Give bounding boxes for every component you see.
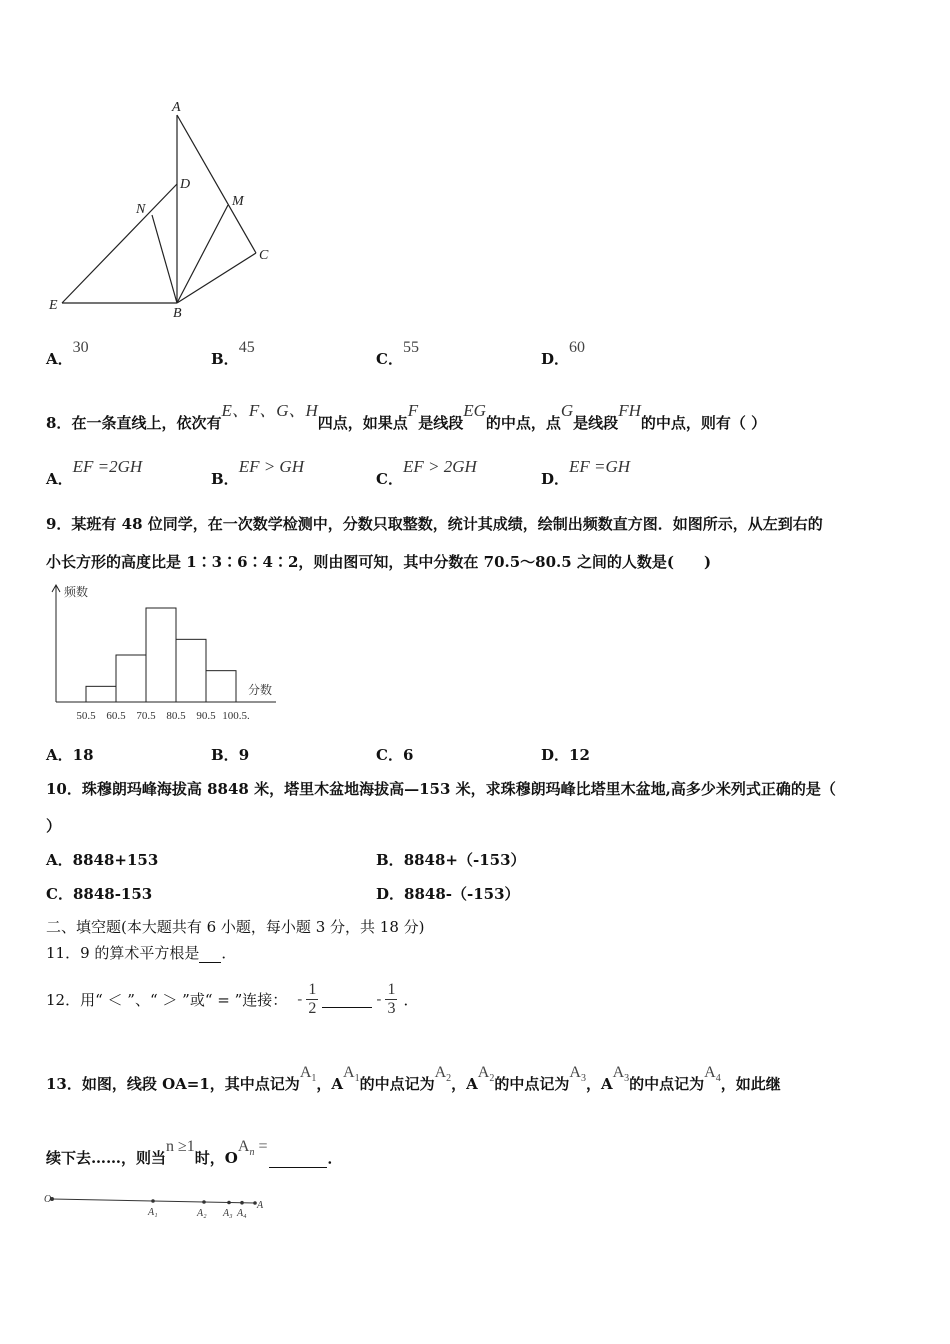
histogram-bar-60.5-70.5 — [116, 655, 146, 702]
q7-option-a: A．30 — [46, 339, 89, 368]
q9-option-c: C．6 — [376, 746, 414, 764]
seg-label-A3: A₃ — [223, 1208, 233, 1219]
seg-label-A: A — [257, 1200, 264, 1211]
q10-stem-line2: ） — [46, 817, 62, 835]
q10-option-d: D．8848-（-153） — [376, 885, 520, 903]
q7-option-b: B．45 — [211, 339, 255, 368]
q13-stem-line2: 续下去……，则当n ≥1时，$OA_n$ = ． — [46, 1138, 343, 1167]
histogram-bar-50.5-60.5 — [86, 686, 116, 702]
label-N: N — [136, 202, 146, 217]
q8-stem: 8．在一条直线上，依次有E、F、G、H四点，如果点F是线段EG的中点，点G是线段FH的中点，则有（ ） — [46, 401, 767, 432]
q9-option-d: D．12 — [541, 746, 590, 764]
q11-stem: 11．9 的算术平方根是 ． — [46, 944, 237, 962]
q10-option-a: A．8848+153 — [46, 851, 159, 869]
x-tick-label: 70.5 — [136, 710, 156, 722]
seg-label-A2: A₂ — [197, 1208, 207, 1219]
y-axis-label: 频数 — [64, 585, 89, 599]
q9-stem-line2: 小长方形的高度比是 1∶3∶6∶4∶2，则由图可知，其中分数在 70.5～80.5 之间的人数是( ) — [46, 553, 712, 571]
label-M: M — [232, 194, 244, 209]
q12-fraction-1: $\frac{1}{2}$ — [308, 980, 317, 1017]
label-D: D — [180, 177, 191, 192]
label-C: C — [259, 248, 269, 263]
q9-option-b: B．9 — [211, 746, 250, 764]
label-B: B — [173, 306, 182, 321]
x-tick-label: 90.5 — [196, 710, 216, 722]
q13-answer-blank[interactable] — [269, 1149, 327, 1168]
label-A: A — [172, 100, 181, 115]
q8-option-a: A．EF =2GH — [46, 457, 143, 488]
seg-label-A4: A₄ — [237, 1208, 247, 1219]
x-tick-label: 100.5. — [222, 710, 250, 722]
histogram-bar-90.5-100.5 — [206, 671, 236, 702]
q9-option-a: A．18 — [46, 746, 94, 764]
label-E: E — [49, 298, 58, 313]
section-2-heading: 二、填空题(本大题共有 6 小题，每小题 3 分，共 18 分) — [46, 918, 425, 936]
q12-answer-blank[interactable] — [322, 989, 372, 1008]
x-tick-label: 80.5 — [166, 710, 186, 722]
q12-stem: 12．用“ ＜ ”、“ ＞ ”或“ = ”连接： - $\frac{1}{2}$ - $\frac{1}{3}$ ． — [46, 980, 419, 1017]
q8-option-d: D．EF =GH — [541, 457, 631, 488]
q13-stem-line1: 13．如图，线段 OA=1，其中点记为$A_1$，$AA_1$的中点记为$A_2$，$AA_2$的中点记为$A_3$，$AA_3$的中点记为$A_4$，如此继 — [46, 1064, 781, 1093]
q10-option-b: B．8848+（-153） — [376, 851, 526, 869]
q10-stem-line1: 10．珠穆朗玛峰海拔高 8848 米，塔里木盆地海拔高—153 米，求珠穆朗玛峰比塔里木盆地,高多少米列式正确的是（ — [46, 780, 836, 798]
seg-label-O: O — [44, 1194, 52, 1205]
x-tick-label: 60.5 — [106, 710, 126, 722]
q7-option-c: C．55 — [376, 339, 419, 368]
q9-histogram — [44, 582, 284, 727]
q12-fraction-2: $\frac{1}{3}$ — [387, 980, 396, 1017]
q10-option-c: C．8848-153 — [46, 885, 153, 903]
q8-option-b: B．EF > GH — [211, 457, 304, 488]
q13-segment-figure — [40, 1190, 280, 1222]
q7-option-d: D．60 — [541, 339, 586, 368]
q8-option-c: C．EF > 2GH — [376, 457, 477, 488]
q11-answer-blank[interactable] — [199, 944, 221, 963]
seg-label-A1: A₁ — [148, 1207, 158, 1218]
x-axis-label: 分数 — [248, 683, 273, 697]
q7-triangle-figure — [40, 95, 290, 330]
histogram-bar-70.5-80.5 — [146, 608, 176, 702]
x-tick-label: 50.5 — [76, 710, 96, 722]
q9-stem-line1: 9．某班有 48 位同学，在一次数学检测中，分数只取整数，统计其成绩，绘制出频数直方图．如图所示，从左到右的 — [46, 515, 823, 533]
histogram-bar-80.5-90.5 — [176, 639, 206, 702]
